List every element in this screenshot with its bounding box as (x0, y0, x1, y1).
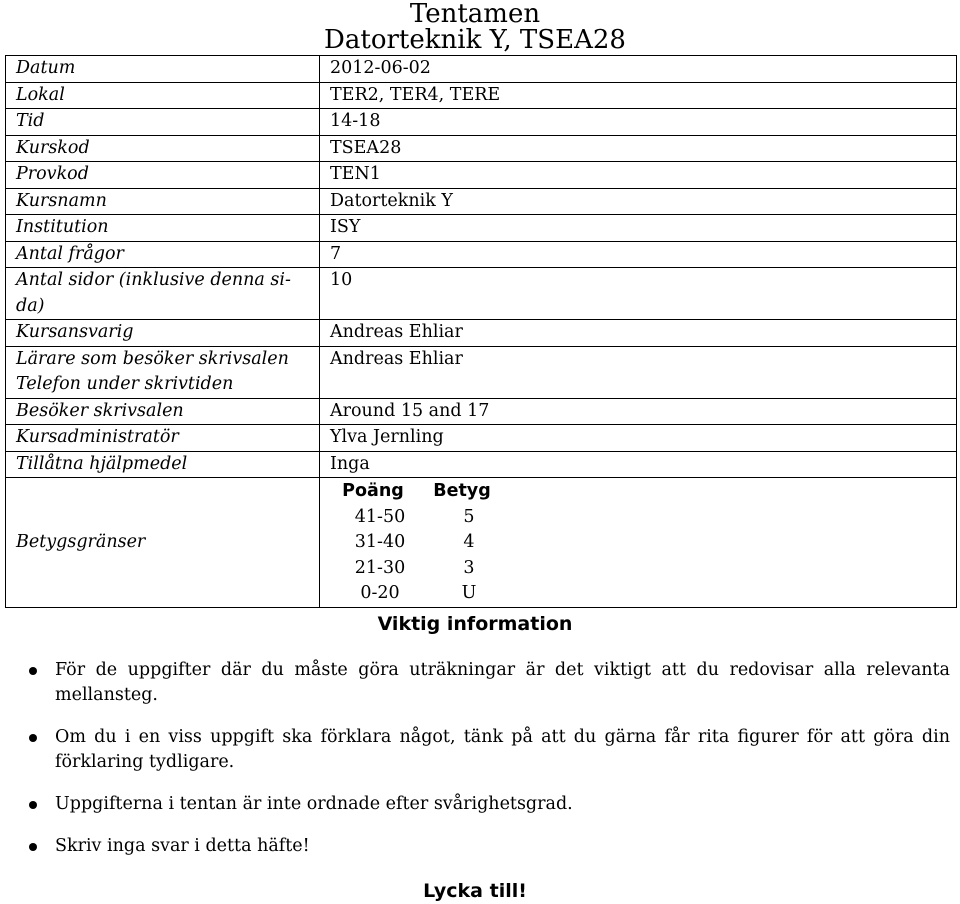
list-item (20, 834, 950, 859)
table-row (6, 188, 957, 215)
info-value: TSEA28 (320, 135, 957, 162)
important-list (20, 658, 950, 876)
info-key-line: Telefon under skrivtiden (16, 374, 234, 394)
grade-value: U (461, 583, 477, 603)
list-item-text: Uppgifterna i tentan är inte ordnade efter svårighetsgrad. (55, 794, 573, 814)
info-key-line: Antal sidor (inklusive denna si- (16, 270, 291, 290)
info-key: Kurskod (6, 135, 320, 162)
info-key: Besöker skrivsalen (6, 398, 320, 425)
table-row (6, 451, 957, 478)
grade-header: Betyg (433, 481, 491, 501)
info-key-line: da) (16, 295, 45, 316)
table-row (6, 398, 957, 425)
grade-value: 4 (463, 532, 475, 552)
grade-value: 5 (463, 506, 475, 527)
info-value: Andreas Ehliar (320, 320, 957, 347)
info-key: Tid (6, 109, 320, 136)
list-item (20, 725, 950, 775)
grade-row (330, 581, 508, 607)
grade-points: 31-40 (354, 532, 406, 552)
info-key: Kursnamn (6, 188, 320, 215)
info-value: TER2, TER4, TERE (320, 82, 957, 109)
exam-info-table (5, 55, 957, 608)
grade-row (330, 530, 508, 556)
table-row (6, 56, 957, 83)
important-heading: Viktig information (377, 613, 573, 635)
table-row (6, 135, 957, 162)
info-value: ISY (320, 215, 957, 242)
info-value: Around 15 and 17 (320, 398, 957, 425)
table-row (6, 162, 957, 189)
info-key (6, 346, 320, 398)
table-row (6, 109, 957, 136)
info-key: Institution (6, 215, 320, 242)
bullet-icon (29, 843, 37, 851)
bullet-icon (29, 801, 37, 809)
grade-points: 41-50 (354, 506, 406, 527)
grade-limits-table (330, 479, 508, 607)
info-value: 14-18 (320, 109, 957, 136)
list-item (20, 658, 950, 708)
info-key: Lokal (6, 82, 320, 109)
info-key: Tillåtna hjälpmedel (6, 451, 320, 478)
info-value: 10 (320, 268, 957, 320)
points-header: Poäng (342, 481, 404, 501)
exam-title: Tentamen (409, 0, 541, 29)
grade-row (330, 505, 508, 531)
grade-limits-cell (320, 478, 957, 608)
bullet-icon (29, 734, 37, 742)
info-value: Datorteknik Y (320, 188, 957, 215)
info-key: Datum (6, 56, 320, 83)
info-key: Kursansvarig (6, 320, 320, 347)
table-row (6, 320, 957, 347)
table-row (6, 268, 957, 320)
info-key-line: Lärare som besöker skrivsalen (16, 348, 289, 369)
exam-subtitle: Datorteknik Y, TSEA28 (324, 25, 626, 55)
list-item-text: Skriv inga svar i detta häfte! (55, 836, 310, 856)
bullet-icon (29, 667, 37, 675)
list-item-text: Om du i en viss uppgift ska förklara något, tänk på att du gärna får rita figurer för att göra din förklaring tydligare. (55, 727, 950, 772)
info-key: Provkod (6, 162, 320, 189)
grade-points: 21-30 (354, 557, 406, 578)
footer-wish: Lycka till! (423, 880, 527, 902)
table-row-grade-limits (6, 478, 957, 608)
grade-row (330, 556, 508, 582)
grade-header-row (330, 479, 508, 505)
table-row (6, 425, 957, 452)
info-value: Ylva Jernling (320, 425, 957, 452)
info-value: 7 (320, 241, 957, 268)
table-row (6, 215, 957, 242)
table-row (6, 82, 957, 109)
list-item (20, 792, 950, 817)
info-value: TEN1 (320, 162, 957, 189)
info-value: 2012-06-02 (320, 56, 957, 83)
table-row (6, 241, 957, 268)
info-key (6, 268, 320, 320)
info-key: Betygsgränser (6, 478, 320, 608)
info-value: Inga (320, 451, 957, 478)
list-item-text: För de uppgifter där du måste göra uträkningar är det viktigt att du redovisar alla relevanta mellansteg. (55, 660, 950, 705)
info-key: Kursadministratör (6, 425, 320, 452)
grade-points: 0-20 (360, 583, 400, 603)
table-row (6, 346, 957, 398)
grade-value: 3 (463, 557, 475, 578)
info-value: Andreas Ehliar (320, 346, 957, 398)
info-key: Antal frågor (6, 241, 320, 268)
